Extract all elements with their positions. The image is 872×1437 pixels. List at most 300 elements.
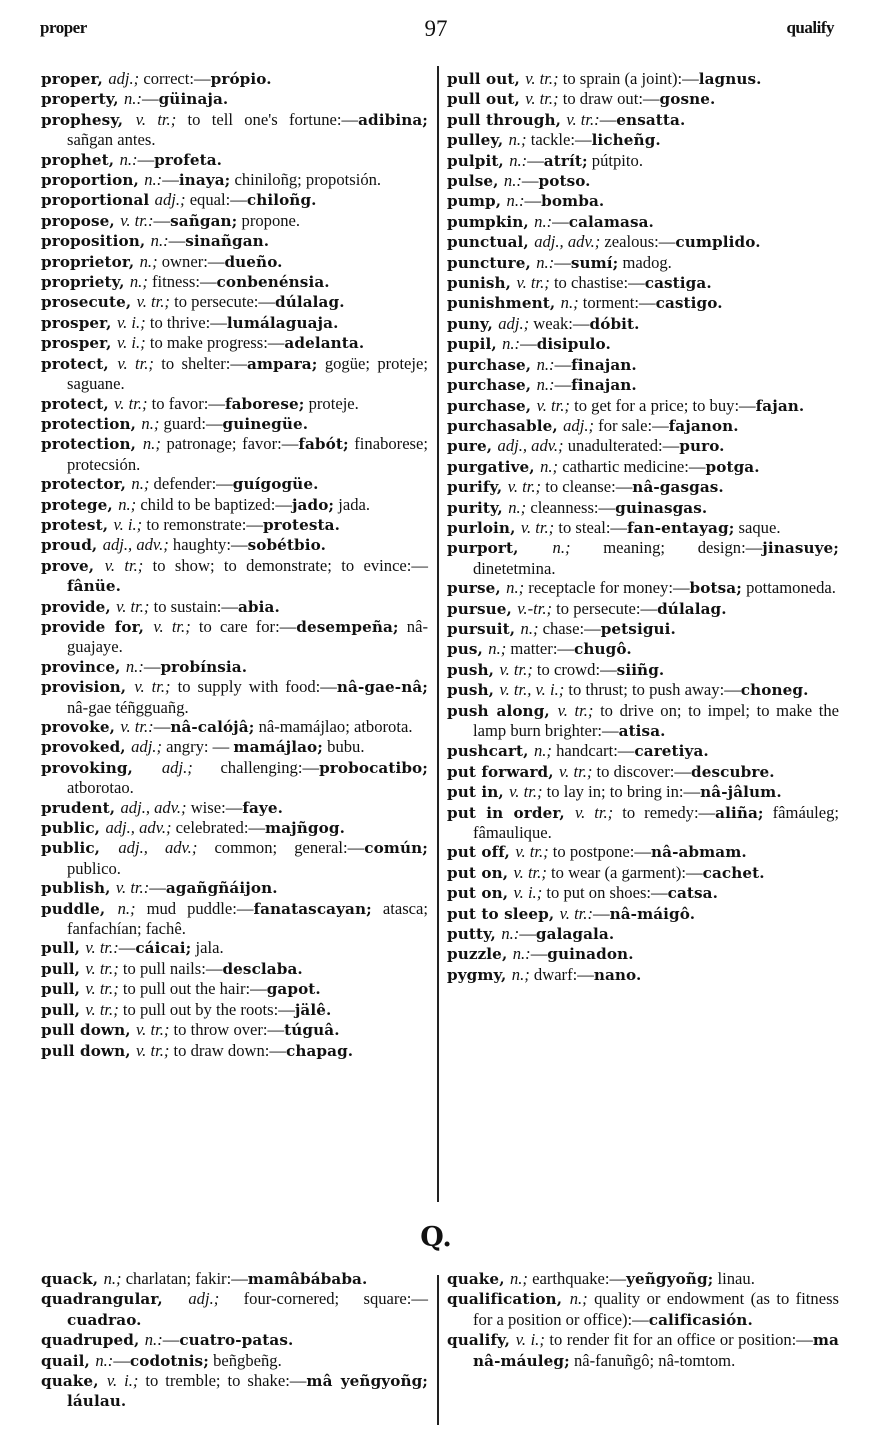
entry-bold-text: prosecute, [41, 293, 137, 312]
entry-bold-text: jinasuye; [762, 539, 840, 558]
entry-definition-text: to thrive:— [145, 312, 227, 332]
entry-bold-text: chiloñg. [246, 191, 317, 210]
entry-bold-text: puzzle, [447, 945, 513, 964]
entry-definition-text: dwarf:— [529, 964, 594, 984]
entry-definition-text: to show; to demonstrate; to evince:— [143, 555, 429, 575]
entry-definition-text: to discover:— [592, 761, 692, 781]
entry-bold-text: majñgog. [265, 819, 345, 838]
entry-bold-text: puny, [447, 314, 499, 333]
entry-definition-text: dinetetmina. [473, 558, 556, 578]
entry-bold-text: publish, [41, 879, 116, 898]
entry-definition-text: jada. [334, 494, 371, 514]
entry-definition-text: to make progress:— [145, 333, 285, 353]
entry-definition-text: to sustain:— [149, 596, 238, 616]
dictionary-entry [447, 232, 839, 252]
entry-bold-text: pull down, [41, 1041, 137, 1060]
entry-definition-text: patronage; favor:— [160, 434, 299, 454]
entry-bold-text: nâ-calójâ; [170, 718, 255, 736]
entry-bold-text: protest, [41, 515, 114, 534]
entry-bold-text: abia. [237, 597, 280, 616]
entry-definition-text: — [143, 656, 161, 676]
entry-bold-text: purloin, [447, 518, 521, 537]
entry-definition-text: propone. [237, 210, 301, 230]
entry-bold-text: purchase, [447, 355, 537, 374]
entry-bold-text: faborese; [224, 394, 305, 413]
entry-bold-text: pumpkin, [447, 212, 535, 231]
dictionary-entry [447, 498, 839, 518]
entry-definition-text: to tell one's fortune:— [176, 109, 359, 129]
entry-definition-text: — [137, 149, 155, 169]
entry-bold-text: inaya; [178, 171, 231, 190]
entry-bold-text: atrít; [543, 151, 588, 170]
entry-part-of-speech: n.: [95, 1350, 114, 1370]
entry-definition-text: — [519, 924, 536, 944]
dictionary-entry [41, 333, 428, 353]
entry-definition-text: — [149, 878, 166, 898]
entry-part-of-speech: v. i.; [116, 333, 146, 353]
dictionary-entry [447, 293, 839, 313]
entry-bold-text: faye. [242, 798, 283, 817]
entry-bold-text: mâ yeñgyoñg; [306, 1372, 429, 1391]
entry-definition-text: to render fit for an office or position:— [544, 1330, 813, 1350]
entry-bold-text: provoke, [41, 718, 121, 736]
dictionary-entry [41, 272, 428, 292]
left-column [41, 69, 428, 1061]
entry-part-of-speech: v. tr.; [114, 393, 148, 413]
entry-bold-text: común; [364, 839, 428, 858]
entry-bold-text: put off, [447, 843, 516, 862]
entry-bold-text: dúlalag. [657, 599, 727, 618]
entry-definition-text: atborotao. [67, 778, 134, 798]
entry-part-of-speech: n.: [501, 924, 520, 944]
entry-bold-text: purport, [447, 539, 553, 558]
entry-part-of-speech: adj., adv.; [534, 232, 601, 252]
dictionary-entry [41, 252, 428, 272]
entry-definition-text: saque. [734, 517, 781, 537]
entry-bold-text: sobétbio. [247, 536, 326, 555]
entry-bold-text: provision, [41, 678, 135, 697]
entry-part-of-speech: n.: [512, 944, 531, 964]
entry-part-of-speech: n.: [124, 89, 142, 109]
entry-definition-text: to persecute:— [552, 598, 658, 618]
entry-definition-text: to draw out:— [558, 89, 660, 109]
entry-definition-text: to steal:— [554, 517, 628, 537]
dictionary-entry [447, 680, 839, 700]
dictionary-entry [447, 69, 839, 89]
entry-bold-text: cumplido. [675, 233, 761, 252]
entry-bold-text: sañgan; [170, 211, 238, 230]
entry-bold-text: prophet, [41, 150, 120, 169]
entry-bold-text: dueño. [224, 252, 283, 271]
dictionary-entry [41, 1269, 428, 1289]
entry-bold-text: mamájlao; [233, 738, 323, 757]
entry-bold-text: protege, [41, 495, 119, 514]
entry-part-of-speech: n.; [540, 456, 559, 476]
entry-bold-text: push, [447, 681, 500, 700]
entry-part-of-speech: adj., adv.; [120, 797, 187, 817]
dictionary-entry [41, 231, 428, 251]
entry-definition-text: four-cornered; square:— [219, 1289, 428, 1309]
entry-definition-text: defender:— [149, 474, 233, 494]
entry-bold-text: catsa. [667, 884, 719, 903]
entry-part-of-speech: v. tr.; [557, 700, 594, 720]
dictionary-entry [447, 151, 839, 171]
dictionary-entry [41, 597, 428, 617]
entry-definition-text: madog. [618, 252, 672, 272]
entry-bold-text: probínsia. [160, 657, 248, 676]
dictionary-entry [41, 170, 428, 190]
entry-bold-text: pulpit, [447, 151, 510, 170]
entry-bold-text: gapot. [266, 980, 321, 999]
entry-bold-text: sinañgan. [185, 232, 270, 251]
right-column [447, 69, 839, 985]
dictionary-entry [447, 965, 839, 985]
dictionary-entry [447, 1289, 839, 1330]
dictionary-entry [41, 434, 428, 474]
entry-part-of-speech: v. tr.; [116, 596, 150, 616]
entry-definition-text: fâmáuleg; fâmaulique. [473, 802, 839, 843]
entry-part-of-speech: v. tr.; [515, 842, 549, 862]
dictionary-entry [447, 924, 839, 944]
entry-bold-text: potso. [538, 172, 591, 191]
entry-definition-text: — [527, 150, 544, 170]
entry-definition-text: sañgan antes. [67, 130, 156, 150]
entry-bold-text: prudent, [41, 798, 121, 817]
entry-definition-text: chase:— [538, 618, 601, 638]
entry-part-of-speech: n.; [508, 130, 527, 150]
q-right-column [447, 1269, 839, 1371]
entry-bold-text: jado; [291, 495, 335, 514]
entry-bold-text: nâ-abmam. [650, 843, 747, 862]
entry-bold-text: puncture, [447, 253, 537, 272]
entry-definition-text: to cleanse:— [541, 477, 633, 497]
section-letter-heading: Q. [420, 1222, 452, 1253]
dictionary-entry [41, 979, 428, 999]
entry-definition-text: child to be baptized:— [136, 494, 292, 514]
entry-bold-text: aliña; [715, 803, 764, 822]
dictionary-entry [41, 617, 428, 657]
dictionary-entry [41, 1000, 428, 1020]
dictionary-entry [41, 677, 428, 717]
dictionary-entry [447, 660, 839, 680]
entry-bold-text: codotnis; [129, 1351, 209, 1370]
entry-part-of-speech: n.; [506, 578, 525, 598]
entry-bold-text: public, [41, 839, 119, 858]
entry-part-of-speech: v. tr.; [525, 89, 559, 109]
entry-bold-text: purchase, [447, 396, 537, 415]
entry-definition-text: nâ-guajaye. [67, 616, 428, 657]
entry-bold-text: ma nâ-máuleg; [473, 1331, 839, 1370]
entry-bold-text: proposition, [41, 232, 151, 251]
entry-definition-text: quality or endowment (as to fitness for a position or office):— [473, 1289, 839, 1329]
entry-definition-text: bubu. [323, 737, 365, 757]
entry-bold-text: purchasable, [447, 416, 564, 435]
entry-bold-text: lagnus. [698, 70, 762, 88]
entry-definition-text: haughty:— [168, 535, 248, 555]
entry-bold-text: guígogüe. [232, 475, 319, 494]
entry-part-of-speech: v. tr.; [85, 999, 119, 1019]
dictionary-entry [447, 599, 839, 619]
entry-definition-text: to pull nails:— [118, 958, 223, 978]
entry-part-of-speech: adj.; [188, 1289, 220, 1309]
entry-bold-text: agañgñáijon. [165, 879, 278, 898]
dictionary-entry [447, 863, 839, 883]
entry-bold-text: punctual, [447, 233, 535, 252]
dictionary-entry [41, 1371, 428, 1412]
entry-definition-text: proteje. [304, 393, 359, 413]
entry-definition-text: — [141, 89, 159, 109]
entry-definition-text: to draw down:— [169, 1040, 286, 1060]
entry-part-of-speech: n.: [536, 354, 555, 374]
dictionary-entry [41, 1289, 428, 1330]
entry-bold-text: prosper, [41, 313, 117, 332]
entry-part-of-speech: v. tr.; [136, 1020, 170, 1040]
dictionary-entry [41, 211, 428, 231]
entry-part-of-speech: v. tr.; [575, 802, 614, 822]
entry-bold-text: put in, [447, 783, 510, 802]
entry-definition-text: beñgbeñg. [208, 1350, 282, 1370]
entry-definition-text: — [153, 717, 171, 736]
entry-part-of-speech: v. tr.; [136, 292, 170, 312]
column-divider [437, 66, 439, 1202]
entry-definition-text: to crowd:— [532, 659, 617, 679]
entry-bold-text: adibina; [358, 110, 428, 129]
dictionary-entry [41, 959, 428, 979]
dictionary-entry [41, 414, 428, 434]
entry-bold-text: nâ-máigô. [609, 904, 696, 923]
dictionary-entry [41, 818, 428, 838]
entry-part-of-speech: n.; [139, 251, 158, 271]
entry-bold-text: pull, [41, 959, 86, 978]
entry-part-of-speech: n.; [118, 494, 137, 514]
dictionary-entry [447, 741, 839, 761]
entry-definition-text: guard:— [159, 413, 223, 433]
entry-bold-text: calamasa. [568, 212, 654, 231]
entry-definition-text: celebrated:— [171, 818, 266, 838]
dictionary-entry [447, 416, 839, 436]
dictionary-entry [41, 878, 428, 898]
entry-definition-text: pottamoneda. [741, 578, 836, 598]
entry-bold-text: castigo. [655, 294, 723, 313]
entry-bold-text: pull, [41, 1000, 86, 1019]
entry-bold-text: proud, [41, 536, 103, 555]
entry-part-of-speech: v. i.; [113, 514, 143, 534]
entry-definition-text: zealous:— [600, 232, 676, 252]
entry-part-of-speech: adj.; [498, 313, 530, 333]
entry-part-of-speech: n.: [144, 1330, 163, 1350]
entry-part-of-speech: v. tr.; [516, 273, 550, 293]
dictionary-entry [41, 474, 428, 494]
entry-definition-text: to pull out by the roots:— [118, 999, 295, 1019]
entry-definition-text: — [554, 354, 572, 374]
entry-bold-text: ampara; [246, 354, 318, 373]
entry-bold-text: punish, [447, 274, 517, 293]
entry-part-of-speech: n.; [508, 497, 527, 517]
dictionary-entry [447, 518, 839, 538]
running-head-left: proper [40, 18, 87, 37]
entry-part-of-speech: adj.; [131, 737, 162, 757]
entry-part-of-speech: adj.; [108, 69, 140, 88]
entry-definition-text: — [521, 171, 539, 191]
entry-bold-text: provide, [41, 597, 117, 616]
entry-part-of-speech: v. tr.: [120, 210, 154, 230]
entry-bold-text: purse, [447, 579, 507, 598]
dictionary-entry [447, 701, 839, 742]
dictionary-entry [447, 619, 839, 639]
entry-bold-text: mamâbábaba. [247, 1270, 368, 1288]
dictionary-entry [447, 212, 839, 232]
entry-bold-text: pull, [41, 939, 86, 958]
entry-definition-text: handcart:— [551, 741, 635, 761]
entry-part-of-speech: v. tr.; [507, 477, 542, 497]
entry-part-of-speech: n.; [520, 618, 539, 638]
entry-definition-text: to persecute:— [169, 292, 276, 312]
entry-part-of-speech: n.: [536, 252, 555, 272]
entry-definition-text: — [552, 211, 569, 231]
column-divider-q [437, 1275, 439, 1425]
dictionary-entry [447, 253, 839, 273]
entry-bold-text: pump, [447, 192, 507, 211]
entry-bold-text: atisa. [618, 722, 666, 740]
entry-definition-text: — [530, 944, 548, 964]
entry-definition-text: meaning; design:— [570, 538, 763, 558]
entry-part-of-speech: adj., adv.; [497, 436, 564, 456]
entry-definition-text: — [118, 938, 136, 958]
entry-bold-text: descubre. [691, 762, 775, 781]
entry-bold-text: punishment, [447, 294, 561, 313]
entry-bold-text: chugô. [574, 640, 632, 659]
dictionary-entry [41, 1020, 428, 1040]
entry-bold-text: protect, [41, 354, 118, 373]
entry-definition-text: to shelter:— [153, 353, 247, 373]
entry-bold-text: pursue, [447, 599, 518, 618]
entry-definition-text: to drive on; to impel; to make the lamp burn brighter:— [473, 700, 839, 740]
dictionary-entry [447, 803, 839, 843]
entry-part-of-speech: v. tr.; [85, 979, 119, 999]
dictionary-entry [41, 89, 428, 109]
dictionary-entry [41, 657, 428, 677]
entry-part-of-speech: v. i.; [515, 1330, 545, 1350]
entry-part-of-speech: n.: [506, 191, 525, 211]
entry-bold-text: proportional [41, 191, 155, 210]
entry-bold-text: finajan. [571, 376, 637, 395]
entry-bold-text: fajan. [755, 396, 805, 415]
entry-bold-text: provoking, [41, 758, 162, 777]
entry-bold-text: proper, [41, 70, 109, 88]
entry-definition-text: equal:— [185, 190, 247, 210]
entry-part-of-speech: v. tr., v. i.; [499, 680, 565, 700]
entry-bold-text: desclaba. [222, 959, 303, 978]
page-number: 97 [424, 16, 448, 41]
entry-part-of-speech: n.; [142, 434, 161, 454]
dictionary-entry [41, 899, 428, 939]
entry-part-of-speech: n.: [509, 150, 528, 170]
entry-bold-text: pulse, [447, 172, 504, 191]
dictionary-entry [41, 798, 428, 818]
dictionary-entry [41, 515, 428, 535]
entry-bold-text: siiñg. [616, 660, 665, 679]
entry-part-of-speech: n.; [560, 293, 579, 313]
entry-bold-text: put in order, [447, 803, 575, 822]
entry-part-of-speech: n.: [144, 170, 163, 190]
entry-part-of-speech: n.: [534, 211, 553, 231]
entry-bold-text: pull out, [447, 70, 526, 88]
entry-part-of-speech: n.; [509, 1269, 528, 1288]
entry-definition-text: mud puddle:— [135, 898, 254, 918]
entry-definition-text: challenging:— [192, 757, 320, 777]
entry-bold-text: licheñg. [591, 131, 661, 150]
entry-definition-text: nâ-mamájlao; atborota. [254, 717, 413, 736]
entry-definition-text: — [162, 170, 179, 190]
entry-bold-text: galagala. [535, 925, 615, 944]
entry-bold-text: dúlalag. [275, 293, 345, 312]
entry-part-of-speech: n.; [569, 1289, 588, 1309]
dictionary-entry [447, 273, 839, 293]
entry-definition-text: to lay in; to bring in:— [542, 782, 701, 802]
entry-part-of-speech: adj.; [161, 757, 193, 777]
entry-bold-text: fajanon. [668, 416, 739, 435]
entry-bold-text: nâ-jâlum. [700, 783, 782, 802]
entry-bold-text: push, [447, 660, 500, 679]
entry-bold-text: sumí; [570, 253, 619, 272]
entry-definition-text: earthquake:— [527, 1269, 627, 1288]
entry-part-of-speech: v. tr.; [509, 782, 543, 802]
entry-bold-text: choneg. [740, 681, 809, 700]
entry-bold-text: pursuit, [447, 619, 521, 638]
entry-bold-text: propose, [41, 211, 121, 230]
entry-definition-text: angry: — [161, 737, 234, 757]
entry-bold-text: pus, [447, 640, 489, 659]
entry-bold-text: puro. [679, 437, 725, 456]
entry-part-of-speech: v. tr.; [104, 555, 144, 575]
entry-bold-text: calificasión. [648, 1310, 753, 1329]
entry-part-of-speech: v. tr.: [85, 938, 119, 958]
entry-definition-text: to postpone:— [548, 842, 651, 862]
dictionary-entry [447, 538, 839, 578]
dictionary-entry [41, 556, 428, 597]
dictionary-entry [41, 313, 428, 333]
entry-part-of-speech: v. tr.: [120, 717, 154, 736]
entry-definition-text: to pull out the hair:— [118, 979, 267, 999]
entry-part-of-speech: v. tr.; [153, 616, 191, 636]
dictionary-entry [447, 171, 839, 191]
entry-bold-text: güinaja. [158, 90, 229, 109]
entry-bold-text: protection, [41, 435, 143, 454]
dictionary-entry [41, 150, 428, 170]
entry-definition-text: to chastise:— [549, 273, 645, 293]
entry-bold-text: disipulo. [536, 335, 611, 354]
dictionary-entry [447, 578, 839, 598]
entry-bold-text: put on, [447, 863, 514, 882]
entry-part-of-speech: n.; [129, 272, 148, 292]
entry-bold-text: petsigui. [600, 619, 676, 638]
running-head-right: qualify [786, 18, 834, 37]
entry-bold-text: cachet. [702, 863, 765, 882]
entry-bold-text: quack, [41, 1270, 104, 1288]
entry-bold-text: própio. [210, 70, 272, 88]
entry-bold-text: fânüe. [67, 577, 122, 596]
entry-definition-text: for sale:— [594, 415, 669, 435]
entry-bold-text: qualification, [447, 1290, 570, 1309]
entry-part-of-speech: v. i.; [106, 1371, 139, 1391]
entry-bold-text: prove, [41, 556, 105, 575]
entry-definition-text: wise:— [186, 797, 243, 817]
entry-definition-text: cleanness:— [526, 497, 616, 517]
entry-bold-text: provoked, [41, 738, 132, 757]
dictionary-entry [41, 717, 428, 737]
dictionary-entry [447, 1330, 839, 1371]
entry-bold-text: protect, [41, 394, 115, 413]
